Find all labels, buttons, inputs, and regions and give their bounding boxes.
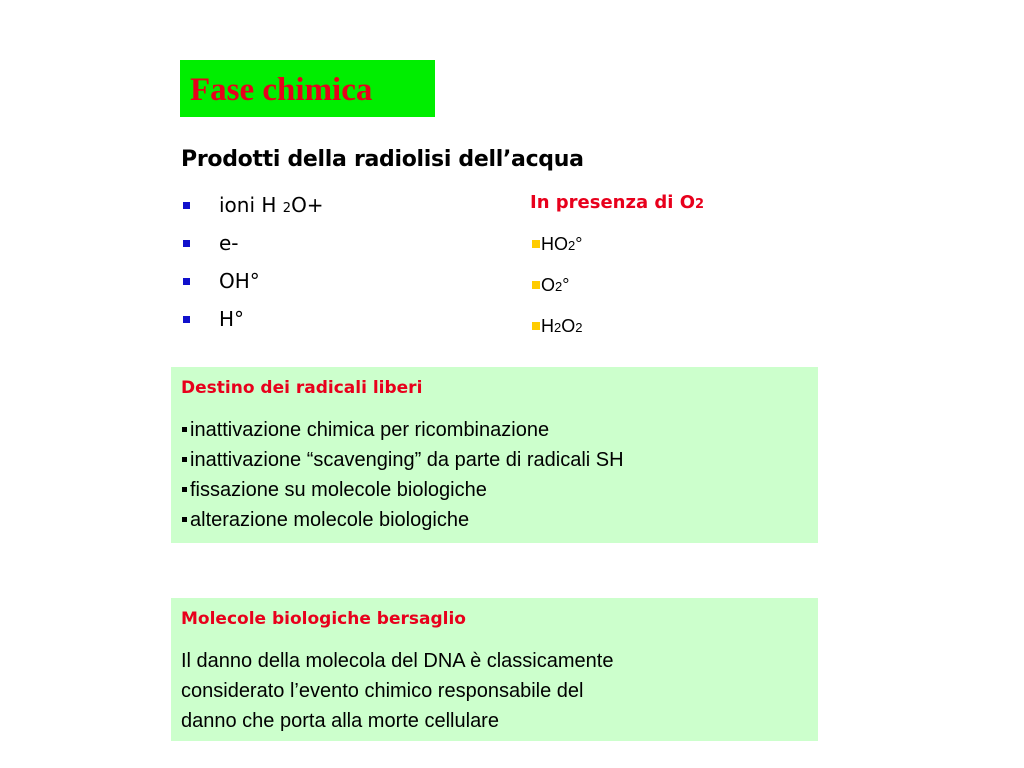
paragraph-line: danno che porta alla morte cellulare xyxy=(181,710,499,733)
page-title: Fase chimica xyxy=(190,72,373,108)
square-bullet-icon xyxy=(532,281,540,289)
square-bullet-icon xyxy=(183,202,190,209)
paragraph-line: Il danno della molecola del DNA è classicamente xyxy=(181,650,614,673)
square-bullet-icon xyxy=(182,517,187,522)
list-item: ioni H 2O+ xyxy=(181,190,324,228)
products-heading: Prodotti della radiolisi dell’acqua xyxy=(181,147,584,172)
products-list xyxy=(181,190,324,342)
square-bullet-icon xyxy=(532,240,540,248)
targets-heading: Molecole biologiche bersaglio xyxy=(181,609,466,629)
targets-box xyxy=(171,598,818,741)
paragraph-line: considerato l’evento chimico responsabile del xyxy=(181,680,584,703)
oxygen-list xyxy=(532,232,582,355)
square-bullet-icon xyxy=(532,322,540,330)
square-bullet-icon xyxy=(183,240,190,247)
square-bullet-icon xyxy=(182,487,187,492)
list-item: inattivazione chimica per ricombinazione xyxy=(181,415,818,445)
radicals-heading: Destino dei radicali liberi xyxy=(181,378,423,398)
list-item: OH° xyxy=(181,266,324,304)
square-bullet-icon xyxy=(183,316,190,323)
list-item: e- xyxy=(181,228,324,266)
title-banner xyxy=(180,60,435,117)
square-bullet-icon xyxy=(182,427,187,432)
list-item: HO2° xyxy=(532,232,582,273)
list-item: alterazione molecole biologiche xyxy=(181,505,818,535)
list-item: H° xyxy=(181,304,324,342)
list-item: H2O2 xyxy=(532,314,582,355)
square-bullet-icon xyxy=(183,278,190,285)
list-item: fissazione su molecole biologiche xyxy=(181,475,818,505)
oxygen-heading: In presenza di O2 xyxy=(530,192,705,213)
list-item: O2° xyxy=(532,273,582,314)
radicals-box xyxy=(171,367,818,543)
list-item: inattivazione “scavenging” da parte di radicali SH xyxy=(181,445,818,475)
square-bullet-icon xyxy=(182,457,187,462)
